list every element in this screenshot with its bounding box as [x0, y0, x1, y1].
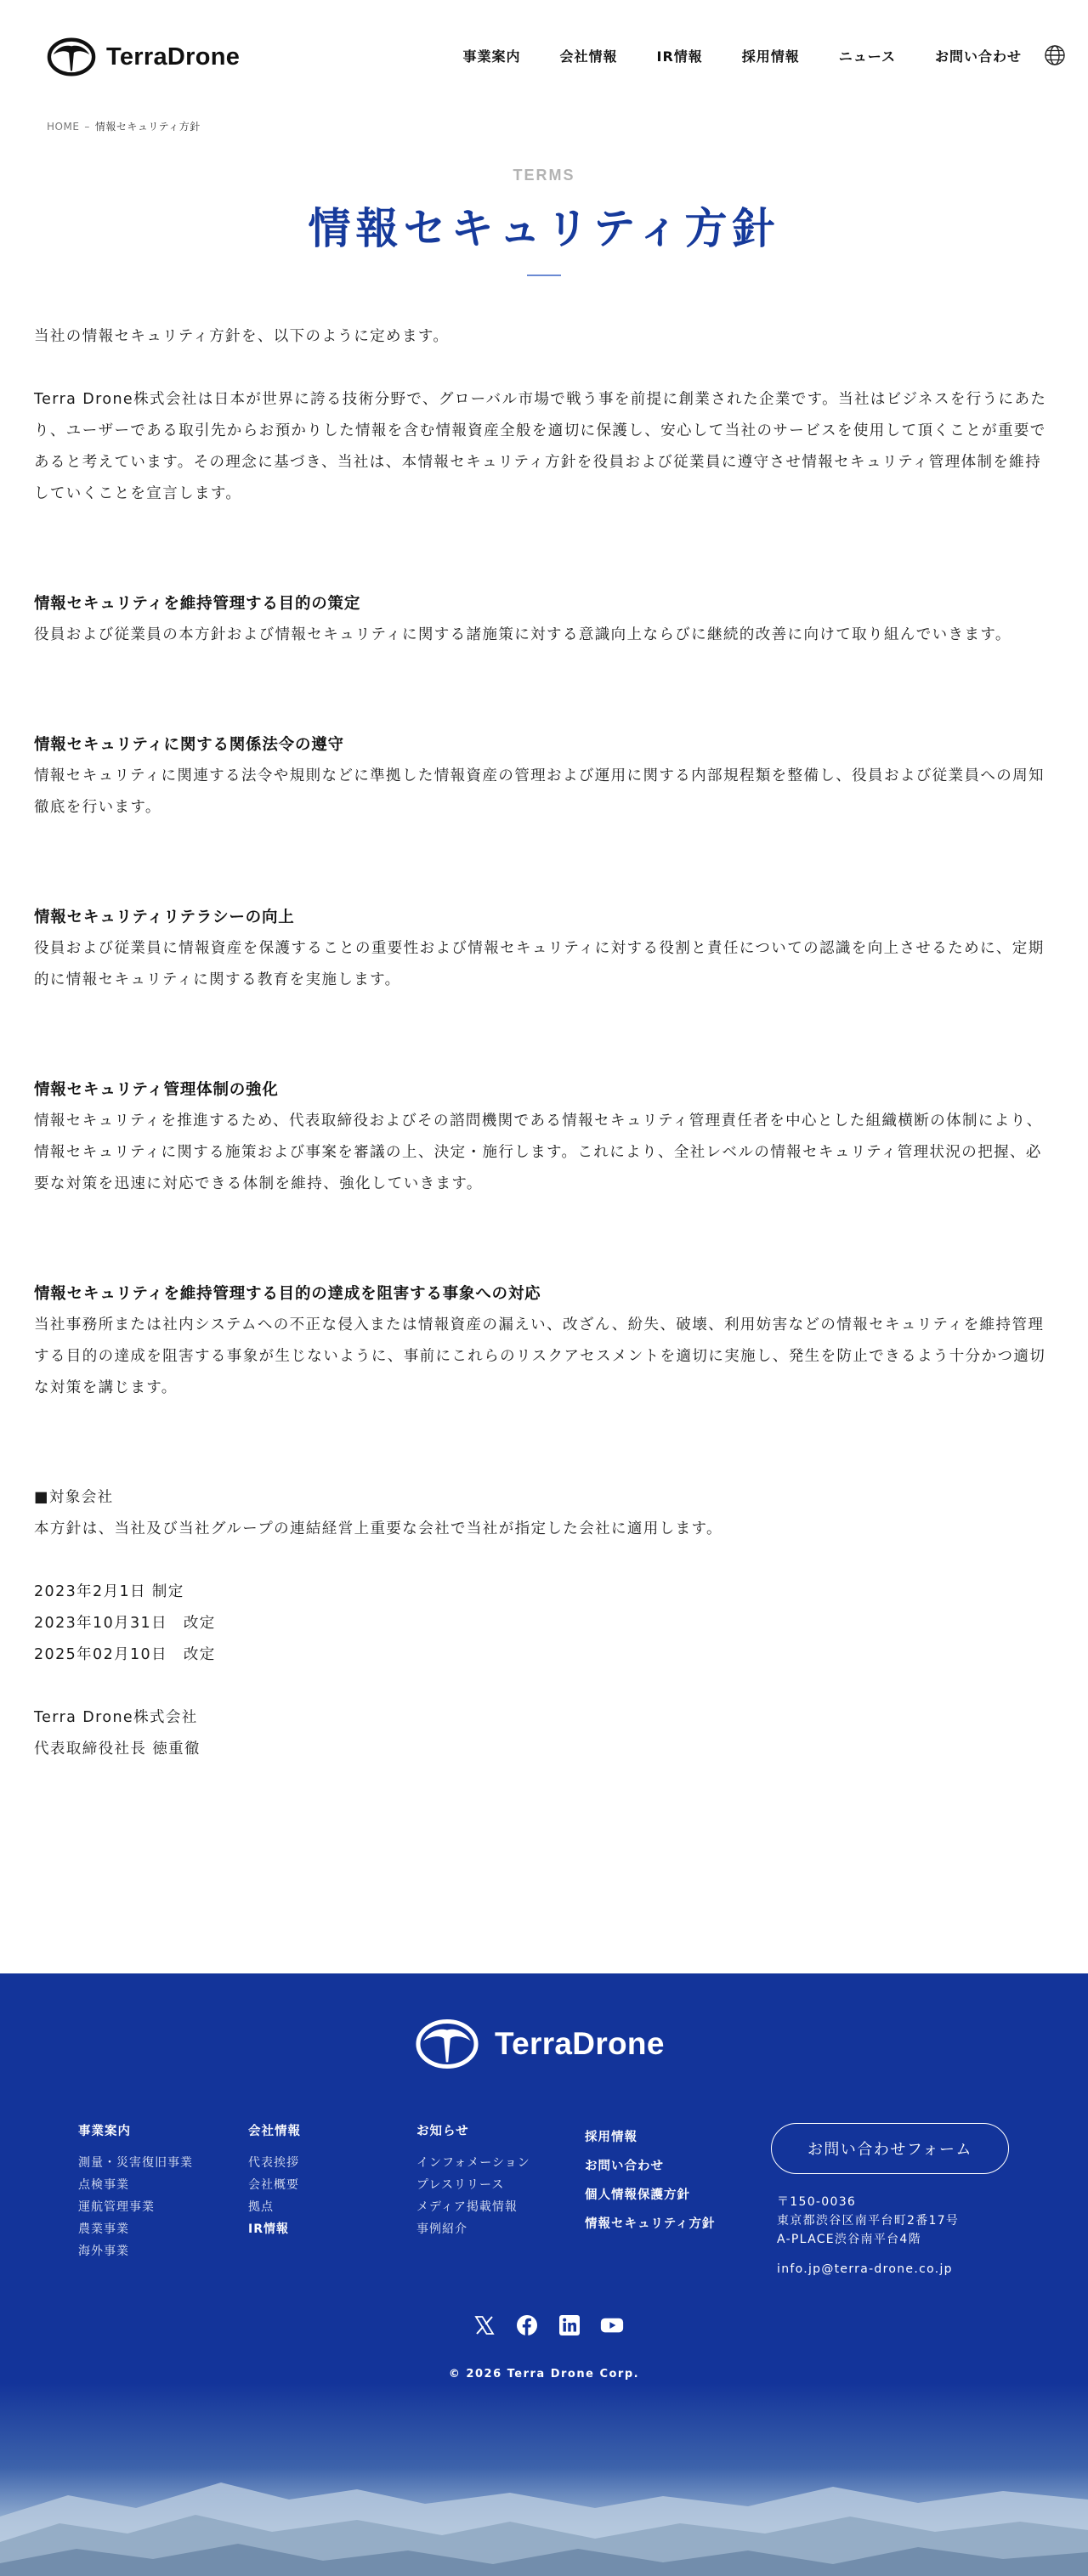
- representative: 代表取締役社長 徳重徹: [34, 1741, 201, 1758]
- contact-form-button[interactable]: お問い合わせフォーム: [771, 2123, 1009, 2174]
- footer-link-ir[interactable]: IR情報: [248, 2222, 289, 2236]
- linkedin-icon[interactable]: [558, 2313, 581, 2337]
- nav-item-recruit[interactable]: 採用情報: [741, 48, 800, 65]
- footer-logo-mark-icon: [415, 2019, 479, 2069]
- logo-mark-icon: [47, 37, 96, 76]
- scope-text: 本方針は、当社及び当社グループの連結経営上重要な会社で当社が指定した会社に適用します。: [34, 1520, 722, 1537]
- footer-head-news[interactable]: お知らせ: [416, 2125, 469, 2138]
- brand-logo[interactable]: [47, 37, 240, 76]
- footer-col-business: [78, 2123, 193, 2262]
- site-header: [0, 0, 1088, 116]
- copyright: © 2026 Terra Drone Corp.: [448, 2368, 640, 2381]
- footer-link[interactable]: 海外事業: [78, 2245, 129, 2258]
- site-footer: [0, 1973, 1088, 2576]
- footer-link[interactable]: 点検事業: [78, 2178, 129, 2192]
- footer-link-security-policy[interactable]: 情報セキュリティ方針: [585, 2217, 716, 2231]
- section-heading: 情報セキュリティを維持管理する目的の達成を阻害する事象への対応: [34, 1285, 541, 1303]
- footer-link[interactable]: メディア掲載情報: [416, 2200, 518, 2214]
- footer-link[interactable]: プレスリリース: [416, 2178, 505, 2192]
- footer-link[interactable]: 事例紹介: [416, 2222, 468, 2236]
- section-heading: 情報セキュリティリテラシーの向上: [34, 909, 295, 926]
- scope-label: ■対象会社: [34, 1489, 114, 1506]
- nav-item-contact[interactable]: お問い合わせ: [934, 48, 1022, 65]
- facebook-icon[interactable]: [515, 2313, 539, 2337]
- footer-email[interactable]: info.jp@terra-drone.co.jp: [777, 2262, 953, 2276]
- footer-head-company[interactable]: 会社情報: [248, 2125, 301, 2138]
- footer-logo[interactable]: [415, 2019, 665, 2069]
- section-body: 当社事務所または社内システムへの不正な侵入または情報資産の漏えい、改ざん、紛失、破壊、利用妨害などの情報セキュリティを維持管理する目的の達成を阻害する事象が生じないように、事前にこれらのリスクアセスメントを適切に実施し、発生を防止できるよう十分かつ適切な対策を講じます。: [34, 1316, 1046, 1396]
- youtube-icon[interactable]: [600, 2313, 624, 2337]
- page-eyebrow: TERMS: [513, 167, 575, 184]
- date-revised-1: 2023年10月31日 改定: [34, 1615, 216, 1632]
- intro-text: 当社の情報セキュリティ方針を、以下のように定めます。: [34, 328, 450, 345]
- footer-col-company: [248, 2123, 301, 2240]
- page-title: 情報セキュリティ方針: [308, 204, 780, 253]
- breadcrumb-separator: –: [84, 121, 90, 133]
- footer-brand-name: TerraDrone: [495, 2026, 665, 2061]
- page-hero: [0, 167, 1088, 276]
- mountain-illustration: [0, 2415, 1088, 2576]
- footer-link[interactable]: 会社概要: [248, 2178, 299, 2192]
- footer-col-news: [416, 2123, 530, 2240]
- title-divider: [527, 275, 561, 276]
- section-body: 情報セキュリティを推進するため、代表取締役およびその諮問機関である情報セキュリティ管理責任者を中心とした組織横断の体制により、情報セキュリティに関する施策および事案を審議の上、決定・施行します。これにより、全社レベルの情報セキュリティ管理状況の把握、必要な対策を迅速に対応できる体制を維持、強化していきます。: [34, 1112, 1043, 1192]
- section-heading: 情報セキュリティに関する関係法令の遵守: [34, 736, 344, 754]
- x-icon[interactable]: [473, 2313, 496, 2337]
- company-name: Terra Drone株式会社: [34, 1709, 198, 1726]
- footer-head-business[interactable]: 事業案内: [78, 2125, 131, 2138]
- nav-item-ir[interactable]: IR情報: [656, 48, 703, 65]
- address-line1: 東京都渋谷区南平台町2番17号: [777, 2214, 960, 2228]
- breadcrumb-home[interactable]: HOME: [47, 121, 80, 133]
- footer-link[interactable]: 運航管理事業: [78, 2200, 155, 2214]
- footer-link[interactable]: 農業事業: [78, 2222, 129, 2236]
- footer-link[interactable]: 代表挨拶: [248, 2156, 299, 2170]
- address-line2: A-PLACE渋谷南平台4階: [777, 2233, 921, 2246]
- brand-name: TerraDrone: [106, 42, 241, 71]
- section-body: 役員および従業員の本方針および情報セキュリティに関する諸施策に対する意識向上ならびに継続的改善に向けて取り組んでいきます。: [34, 626, 1012, 643]
- nav-item-business[interactable]: 事業案内: [462, 48, 521, 65]
- main-nav: [423, 44, 1066, 66]
- section-body: 役員および従業員に情報資産を保護することの重要性および情報セキュリティに対する役割と責任についての認識を向上させるために、定期的に情報セキュリティに関する教育を実施します。: [34, 940, 1045, 988]
- policy-statement: Terra Drone株式会社は日本が世界に誇る技術分野で、グローバル市場で戦う事を前提に創業された企業です。当社はビジネスを行うにあたり、ユーザーである取引先からお預かりした情報を含む情報資産全般を適切に保護し、安心して当社のサービスを使用して頂くことが重要であると考えています。その理念に基づき、当社は、本情報セキュリティ方針を役員および従業員に遵守させ情報セキュリティ管理体制を維持していくことを宣言します。: [34, 391, 1047, 502]
- footer-link[interactable]: インフォメーション: [416, 2156, 530, 2170]
- section-heading: 情報セキュリティを維持管理する目的の策定: [34, 595, 361, 613]
- section-heading: 情報セキュリティ管理体制の強化: [34, 1081, 279, 1099]
- date-established: 2023年2月1日 制定: [34, 1583, 184, 1600]
- footer-address: [777, 2193, 959, 2249]
- date-revised-2: 2025年02月10日 改定: [34, 1646, 216, 1663]
- nav-item-news[interactable]: ニュース: [838, 48, 896, 65]
- nav-item-company[interactable]: 会社情報: [559, 48, 618, 65]
- footer-link-privacy[interactable]: 個人情報保護方針: [585, 2188, 690, 2202]
- footer-link-contact[interactable]: お問い合わせ: [585, 2160, 664, 2173]
- social-links: [473, 2313, 624, 2337]
- footer-link[interactable]: 拠点: [248, 2200, 274, 2214]
- breadcrumb-current: 情報セキュリティ方針: [94, 121, 201, 133]
- footer-col-other: [585, 2123, 716, 2239]
- footer-link-recruit[interactable]: 採用情報: [585, 2131, 638, 2144]
- section-body: 情報セキュリティに関連する法令や規則などに準拠した情報資産の管理および運用に関する内部規程類を整備し、役員および従業員への周知徹底を行います。: [34, 767, 1045, 816]
- policy-content: [34, 321, 1052, 1765]
- globe-icon[interactable]: [1044, 44, 1066, 66]
- footer-link[interactable]: 測量・災害復旧事業: [78, 2156, 193, 2170]
- address-postal: 〒150-0036: [777, 2195, 857, 2209]
- breadcrumb: [47, 119, 201, 133]
